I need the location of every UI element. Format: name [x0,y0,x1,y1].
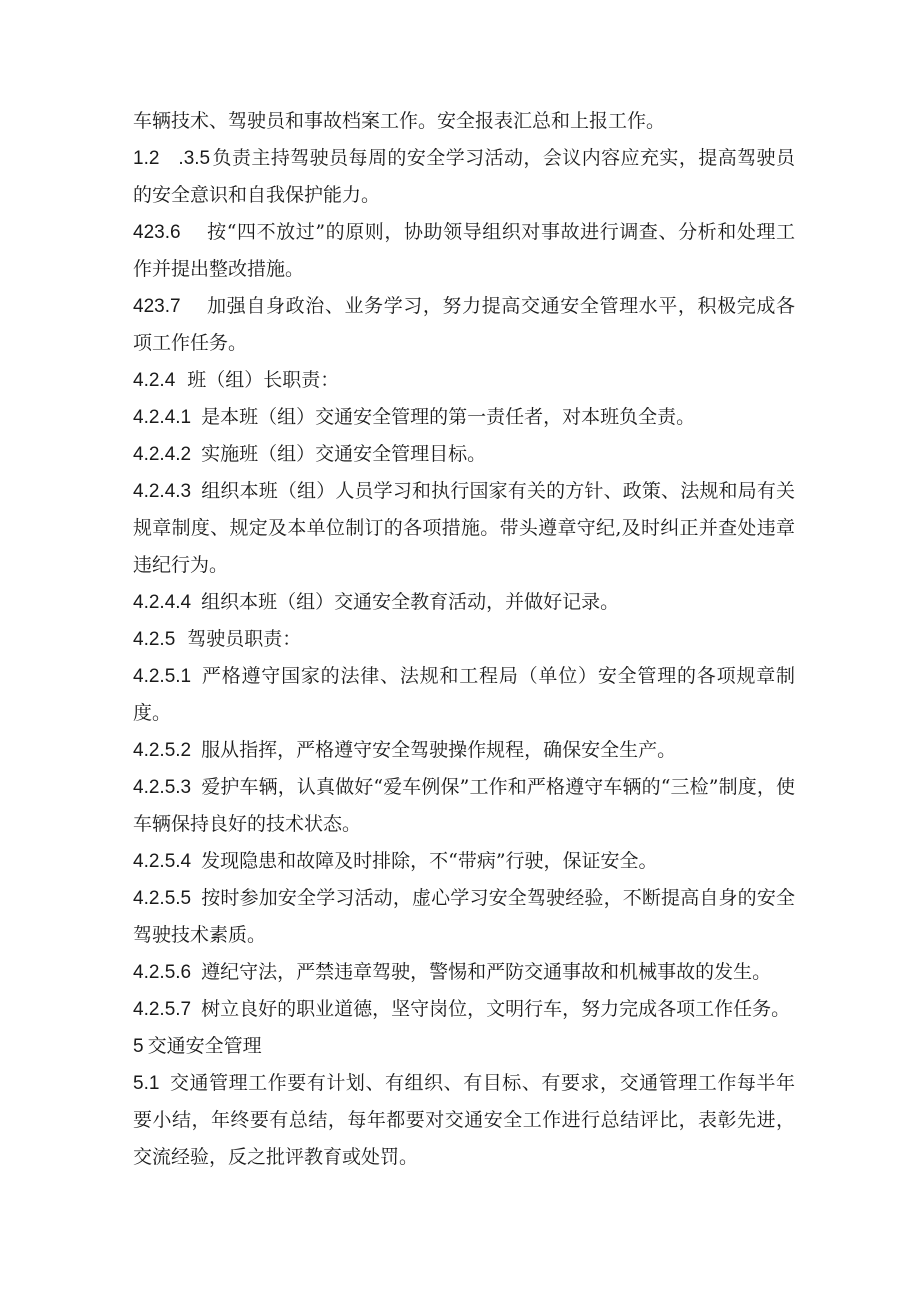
section-number: 4.2.4.3 [133,481,192,502]
paragraph-13 [133,843,795,880]
section-number: 4.2.5.1 [133,666,192,687]
paragraph-11 [133,732,795,769]
paragraph-15 [133,954,795,991]
paragraph-text: 服从指挥，严格遵守安全驾驶操作规程，确保安全生产。 [201,739,677,761]
paragraph-text: 组织本班（组）人员学习和执行国家有关的方针、政策、法规和局有关规章制度、规定及本单位制订的各项措施。带头遵章守纪,及时纠正并查处违章违纪行为。 [133,480,795,576]
paragraph-text: 交通管理工作要有计划、有组织、有目标、有要求，交通管理工作每半年要小结，年终要有总结，每年都要对交通安全工作进行总结评比，表彰先进，交流经验，反之批评教育或处罚。 [133,1072,795,1168]
paragraph-14 [133,880,795,954]
section-number: 4.2.4.4 [133,592,192,613]
paragraph-text: 爱护车辆，认真做好“爱车例保”工作和严格遵守车辆的“三检”制度，使车辆保持良好的技术状态。 [133,776,795,835]
paragraph-text: 严格遵守国家的法律、法规和工程局（单位）安全管理的各项规章制度。 [133,665,795,724]
section-number: 4.2.4.1 [133,407,192,428]
section-number: 4.2.5.7 [133,999,192,1020]
paragraph-4 [133,362,795,399]
section-number: 4.2.5.6 [133,962,192,983]
section-number: 1.2 .3.5 [133,148,211,169]
paragraph-1 [133,140,795,214]
paragraph-5 [133,399,795,436]
paragraph-9 [133,621,795,658]
paragraph-17 [133,1028,795,1065]
paragraph-3 [133,288,795,362]
section-number: 5 [133,1036,144,1057]
paragraph-16 [133,991,795,1028]
paragraph-2 [133,214,795,288]
section-number: 5.1 [133,1073,160,1094]
paragraph-18 [133,1065,795,1176]
paragraph-6 [133,436,795,473]
paragraph-text: 驾驶员职责： [187,628,302,650]
section-number: 4.2.5.4 [133,851,192,872]
paragraph-text: 按时参加安全学习活动，虚心学习安全驾驶经验，不断提高自身的安全驾驶技术素质。 [133,887,795,946]
section-number: 4.2.5 [133,629,176,650]
section-number: 4.2.4.2 [133,444,192,465]
section-number: 4.2.4 [133,370,176,391]
paragraph-text: 班（组）长职责： [187,369,340,391]
section-number: 423.7 [133,296,181,317]
paragraph-text: 实施班（组）交通安全管理目标。 [201,443,487,465]
document-page [133,103,795,1176]
paragraph-text: 树立良好的职业道德，坚守岗位，文明行车，努力完成各项工作任务。 [201,998,791,1020]
section-number: 4.2.5.2 [133,740,192,761]
paragraph-text: 车辆技术、驾驶员和事故档案工作。安全报表汇总和上报工作。 [133,110,666,132]
paragraph-text: 加强自身政治、业务学习，努力提高交通安全管理水平，积极完成各项工作任务。 [133,295,795,354]
paragraph-text: 遵纪守法，严禁违章驾驶，警惕和严防交通事故和机械事故的发生。 [201,961,772,983]
paragraph-10 [133,658,795,732]
paragraph-0 [133,103,795,140]
section-number: 423.6 [133,222,181,243]
paragraph-text: 按“四不放过”的原则，协助领导组织对事故进行调查、分析和处理工作并提出整改措施。 [133,221,795,280]
section-number: 4.2.5.3 [133,777,192,798]
paragraph-text: 是本班（组）交通安全管理的第一责任者，对本班负全责。 [201,406,696,428]
paragraph-12 [133,769,795,843]
section-heading: 交通安全管理 [147,1035,262,1057]
paragraph-text: 组织本班（组）交通安全教育活动，并做好记录。 [201,591,620,613]
section-number: 4.2.5.5 [133,888,192,909]
paragraph-text: 发现隐患和故障及时排除，不“带病”行驶，保证安全。 [201,850,658,872]
paragraph-8 [133,584,795,621]
paragraph-7 [133,473,795,584]
paragraph-text: 负责主持驾驶员每周的安全学习活动，会议内容应充实，提高驾驶员的安全意识和自我保护能力。 [133,147,795,206]
